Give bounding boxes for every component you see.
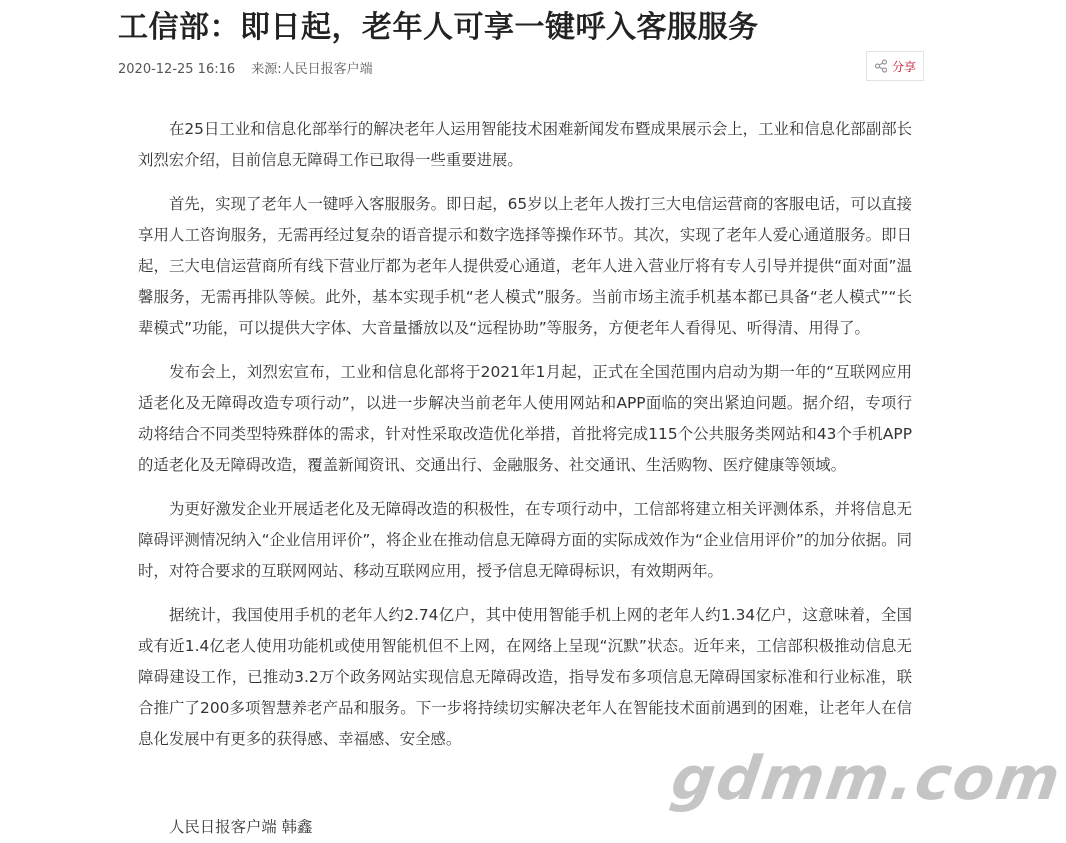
article-meta	[118, 58, 373, 77]
watermark: gdmm.com	[667, 744, 1066, 814]
share-icon	[874, 59, 888, 73]
share-label: 分享	[891, 59, 916, 74]
paragraph: 在25日工业和信息化部举行的解决老年人运用智能技术困难新闻发布暨成果展示会上，工业和信息化部副部长刘烈宏介绍，目前信息无障碍工作已取得一些重要进展。	[138, 120, 912, 169]
paragraph: 首先，实现了老年人一键呼入客服服务。即日起，65岁以上老年人拨打三大电信运营商的客服电话，可以直接享用人工咨询服务，无需再经过复杂的语音提示和数字选择等操作环节。其次，实现了老年人爱心通道服务。即日起，三大电信运营商所有线下营业厅都为老年人提供爱心通道，老年人进入营业厅将有专人引导并提供“面对面”温馨服务，无需再排队等候。此外，基本实现手机“老人模式”服务。当前市场主流手机基本都已具备“老人模式”“长辈模式”功能，可以提供大字体、大音量播放以及“远程协助”等服务，方便老年人看得见、听得清、用得了。	[138, 195, 912, 337]
article-body	[138, 114, 912, 768]
paragraph: 据统计，我国使用手机的老年人约2.74亿户，其中使用智能手机上网的老年人约1.34亿户，这意味着，全国或有近1.4亿老人使用功能机或使用智能机但不上网，在网络上呈现“沉默”状态。近年来，工信部积极推动信息无障碍建设工作，已推动3.2万个政务网站实现信息无障碍改造，指导发布多项信息无障碍国家标准和行业标准，联合推广了200多项智慧养老产品和服务。下一步将持续切实解决老年人在智能技术面前遇到的困难，让老年人在信息化发展中有更多的获得感、幸福感、安全感。	[138, 606, 912, 748]
article-byline: 人民日报客户端 韩鑫	[169, 818, 313, 836]
paragraph: 发布会上，刘烈宏宣布，工业和信息化部将于2021年1月起，正式在全国范围内启动为期一年的“互联网应用适老化及无障碍改造专项行动”，以进一步解决当前老年人使用网站和APP面临的突出紧迫问题。据介绍，专项行动将结合不同类型特殊群体的需求，针对性采取改造优化举措，首批将完成115个公共服务类网站和43个手机APP的适老化及无障碍改造，覆盖新闻资讯、交通出行、金融服务、社交通讯、生活购物、医疗健康等领域。	[138, 363, 912, 474]
paragraph: 为更好激发企业开展适老化及无障碍改造的积极性，在专项行动中，工信部将建立相关评测体系，并将信息无障碍评测情况纳入“企业信用评价”，将企业在推动信息无障碍方面的实际成效作为“企业信用评价”的加分依据。同时，对符合要求的互联网网站、移动互联网应用，授予信息无障碍标识，有效期两年。	[138, 500, 912, 580]
share-button[interactable]	[866, 51, 924, 81]
publish-datetime: 2020-12-25 16:16	[118, 62, 236, 77]
article-source: 来源:人民日报客户端	[251, 62, 373, 77]
article-title: 工信部：即日起，老年人可享一键呼入客服服务	[118, 10, 759, 45]
